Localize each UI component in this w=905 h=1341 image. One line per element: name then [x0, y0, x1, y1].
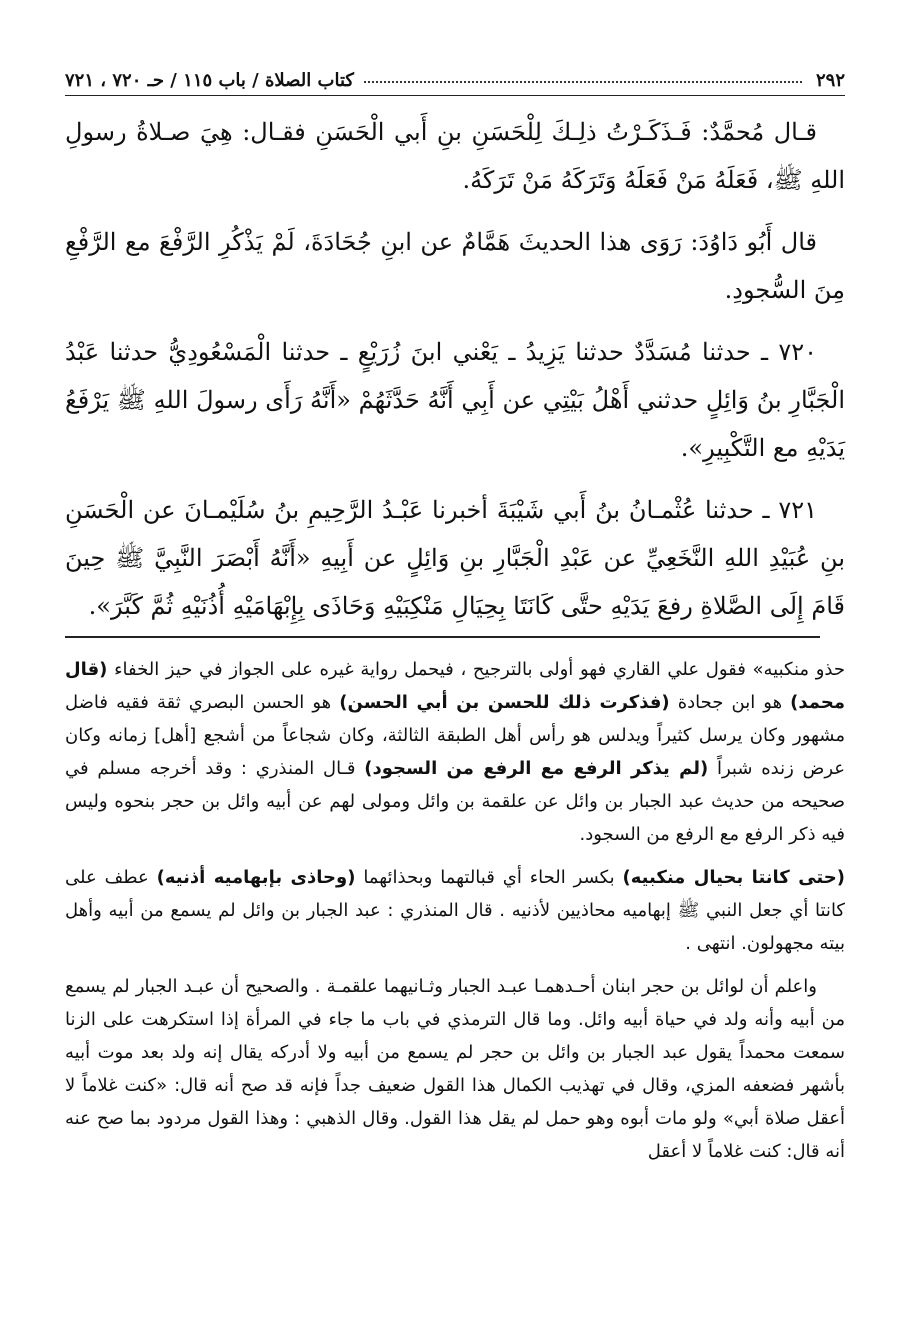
commentary — [65, 653, 845, 1178]
commentary-paragraph-2 — [65, 861, 845, 960]
commentary-heading: (فذكرت ذلك للحسن بن أبي الحسن) — [339, 692, 670, 713]
commentary-text: عطف على كانتا أي جعل النبي ﷺ إبهاميه محاذيين لأذنيه . قال المنذري : عبد الجبار بن وائل لم يسمع من أبيه وأهل بيته مجهولون. انتهى . — [65, 867, 845, 954]
commentary-text: هو الحسن البصري ثقة فقيه فاضل مشهور وكان يرسل كثيراً ويدلس هو رأس أهل الطبقة الثالثة، وكان شجاعاً من أشجع [أهل] زمانه وكان عرض زنده شبراً — [65, 692, 845, 779]
commentary-paragraph-1 — [65, 653, 845, 851]
hadith-720: ٧٢٠ ـ حدثنا مُسَدَّدٌ حدثنا يَزِيدُ ـ يَعْني ابنَ زُرَيْعٍ ـ حدثنا الْمَسْعُودِيُّ حدثنا عَبْدُ الْجَبَّارِ بنُ وَائِلٍ حدثني أَهْلُ بَيْتِي عن أَبِي أَنَّهُ حَدَّثَهُمْ «أَنَّهُ رَأَى رسولَ اللهِ ﷺ يَرْفَعُ يَدَيْهِ مع التَّكْبِيرِ». — [65, 338, 846, 462]
page-header — [65, 55, 845, 96]
header-leader-dots — [364, 80, 802, 83]
commentary-heading: (حتى كانتا بحيال منكبيه) — [622, 867, 845, 888]
footnote-divider — [65, 636, 820, 638]
commentary-heading: (قال محمد) — [65, 659, 845, 713]
running-title: كتاب الصلاة / باب ١١٥ / حـ ٧٢٠ ، ٧٢١ — [65, 70, 354, 91]
hadith-text — [65, 108, 845, 644]
commentary-text: هو ابن جحادة — [669, 692, 791, 713]
page-number: ٢٩٢ — [815, 70, 845, 91]
commentary-text: قـال المنذري : وقد أخرجه مسلم في صحيحه من حديث عبد الجبار بن وائل عن علقمة بن وائل ومولى لهم عن أبيه وائل بن حجر بنحوه وليس فيه ذكر الرفع مع الرفع من السجود. — [65, 758, 845, 845]
commentary-text: حذو منكبيه» فقول علي القاري فهو أولى بالترجيح ، فيحمل رواية غيره على الجواز في حيز الخفاء — [107, 659, 845, 680]
paragraph-abu-dawud: قال أَبُو دَاوُدَ: رَوَى هذا الحديثَ هَمَّامٌ عن ابنِ جُحَادَةَ، لَمْ يَذْكُرِ الرَّفْعَ مع الرَّفْعِ مِنَ السُّجودِ. — [65, 228, 845, 304]
hadith-721: ٧٢١ ـ حدثنا عُثْمـانُ بنُ أَبي شَيْبَةَ أخبرنا عَبْـدُ الرَّحِيمِ بنُ سُلَيْمـانَ عن الْحَسَنِ بنِ عُبَيْدِ اللهِ النَّخَعِيِّ عن عَبْدِ الْجَبَّارِ بنِ وَائِلٍ عن أَبِيهِ «أَنَّهُ أَبْصَرَ النَّبِيَّ ﷺ حِينَ قَامَ إِلَى الصَّلاةِ رفعَ يَدَيْهِ حتَّى كَانَتَا بِحِيَالِ مَنْكِبَيْهِ وَحَاذَى بِإِبْهَامَيْهِ أُذُنَيْهِ ثُمَّ كَبَّرَ». — [65, 496, 845, 620]
commentary-heading: (وحاذى بإبهاميه أذنيه) — [156, 867, 356, 888]
paragraph-muhammad: قـال مُحمَّدٌ: فَـذَكَـرْتُ ذلِـكَ لِلْحَسَنِ بنِ أَبي الْحَسَنِ فقـال: هِيَ صـلاةُ رسولِ اللهِ ﷺ، فَعَلَهُ مَنْ فَعَلَهُ وَتَرَكَهُ مَنْ تَرَكَهُ. — [65, 118, 845, 194]
commentary-paragraph-3: واعلم أن لوائل بن حجر ابنان أحـدهمـا عبـد الجبار وثـانيهما علقمـة . والصحيح أن عبـد الجبار لم يسمع من أبيه وأنه ولد في حياة أبيه وائل. وما قال الترمذي في باب ما جاء في المرأة إذا استكرهت على الزنا سمعت محمداً يقول عبد الجبار بن وائل بن حجر لم يسمع من أبيه ولا أدركه يقال إنه ولد بعد موت أبيه بأشهر فضعفه المزي، وقال في تهذيب الكمال هذا القول ضعيف جداً فإنه قد صح أنه قال: «كنت غلاماً لا أعقل صلاة أبي» ولو مات أبوه وهو حمل لم يقل هذا القول. وقال الذهبي : وهذا القول مردود بما صح عنه أنه قال: كنت غلاماً لا أعقل — [65, 976, 845, 1162]
commentary-text: بكسر الحاء أي قبالتهما وبحذائهما — [355, 867, 623, 888]
commentary-heading: (لم يذكر الرفع مع الرفع من السجود) — [364, 758, 709, 779]
